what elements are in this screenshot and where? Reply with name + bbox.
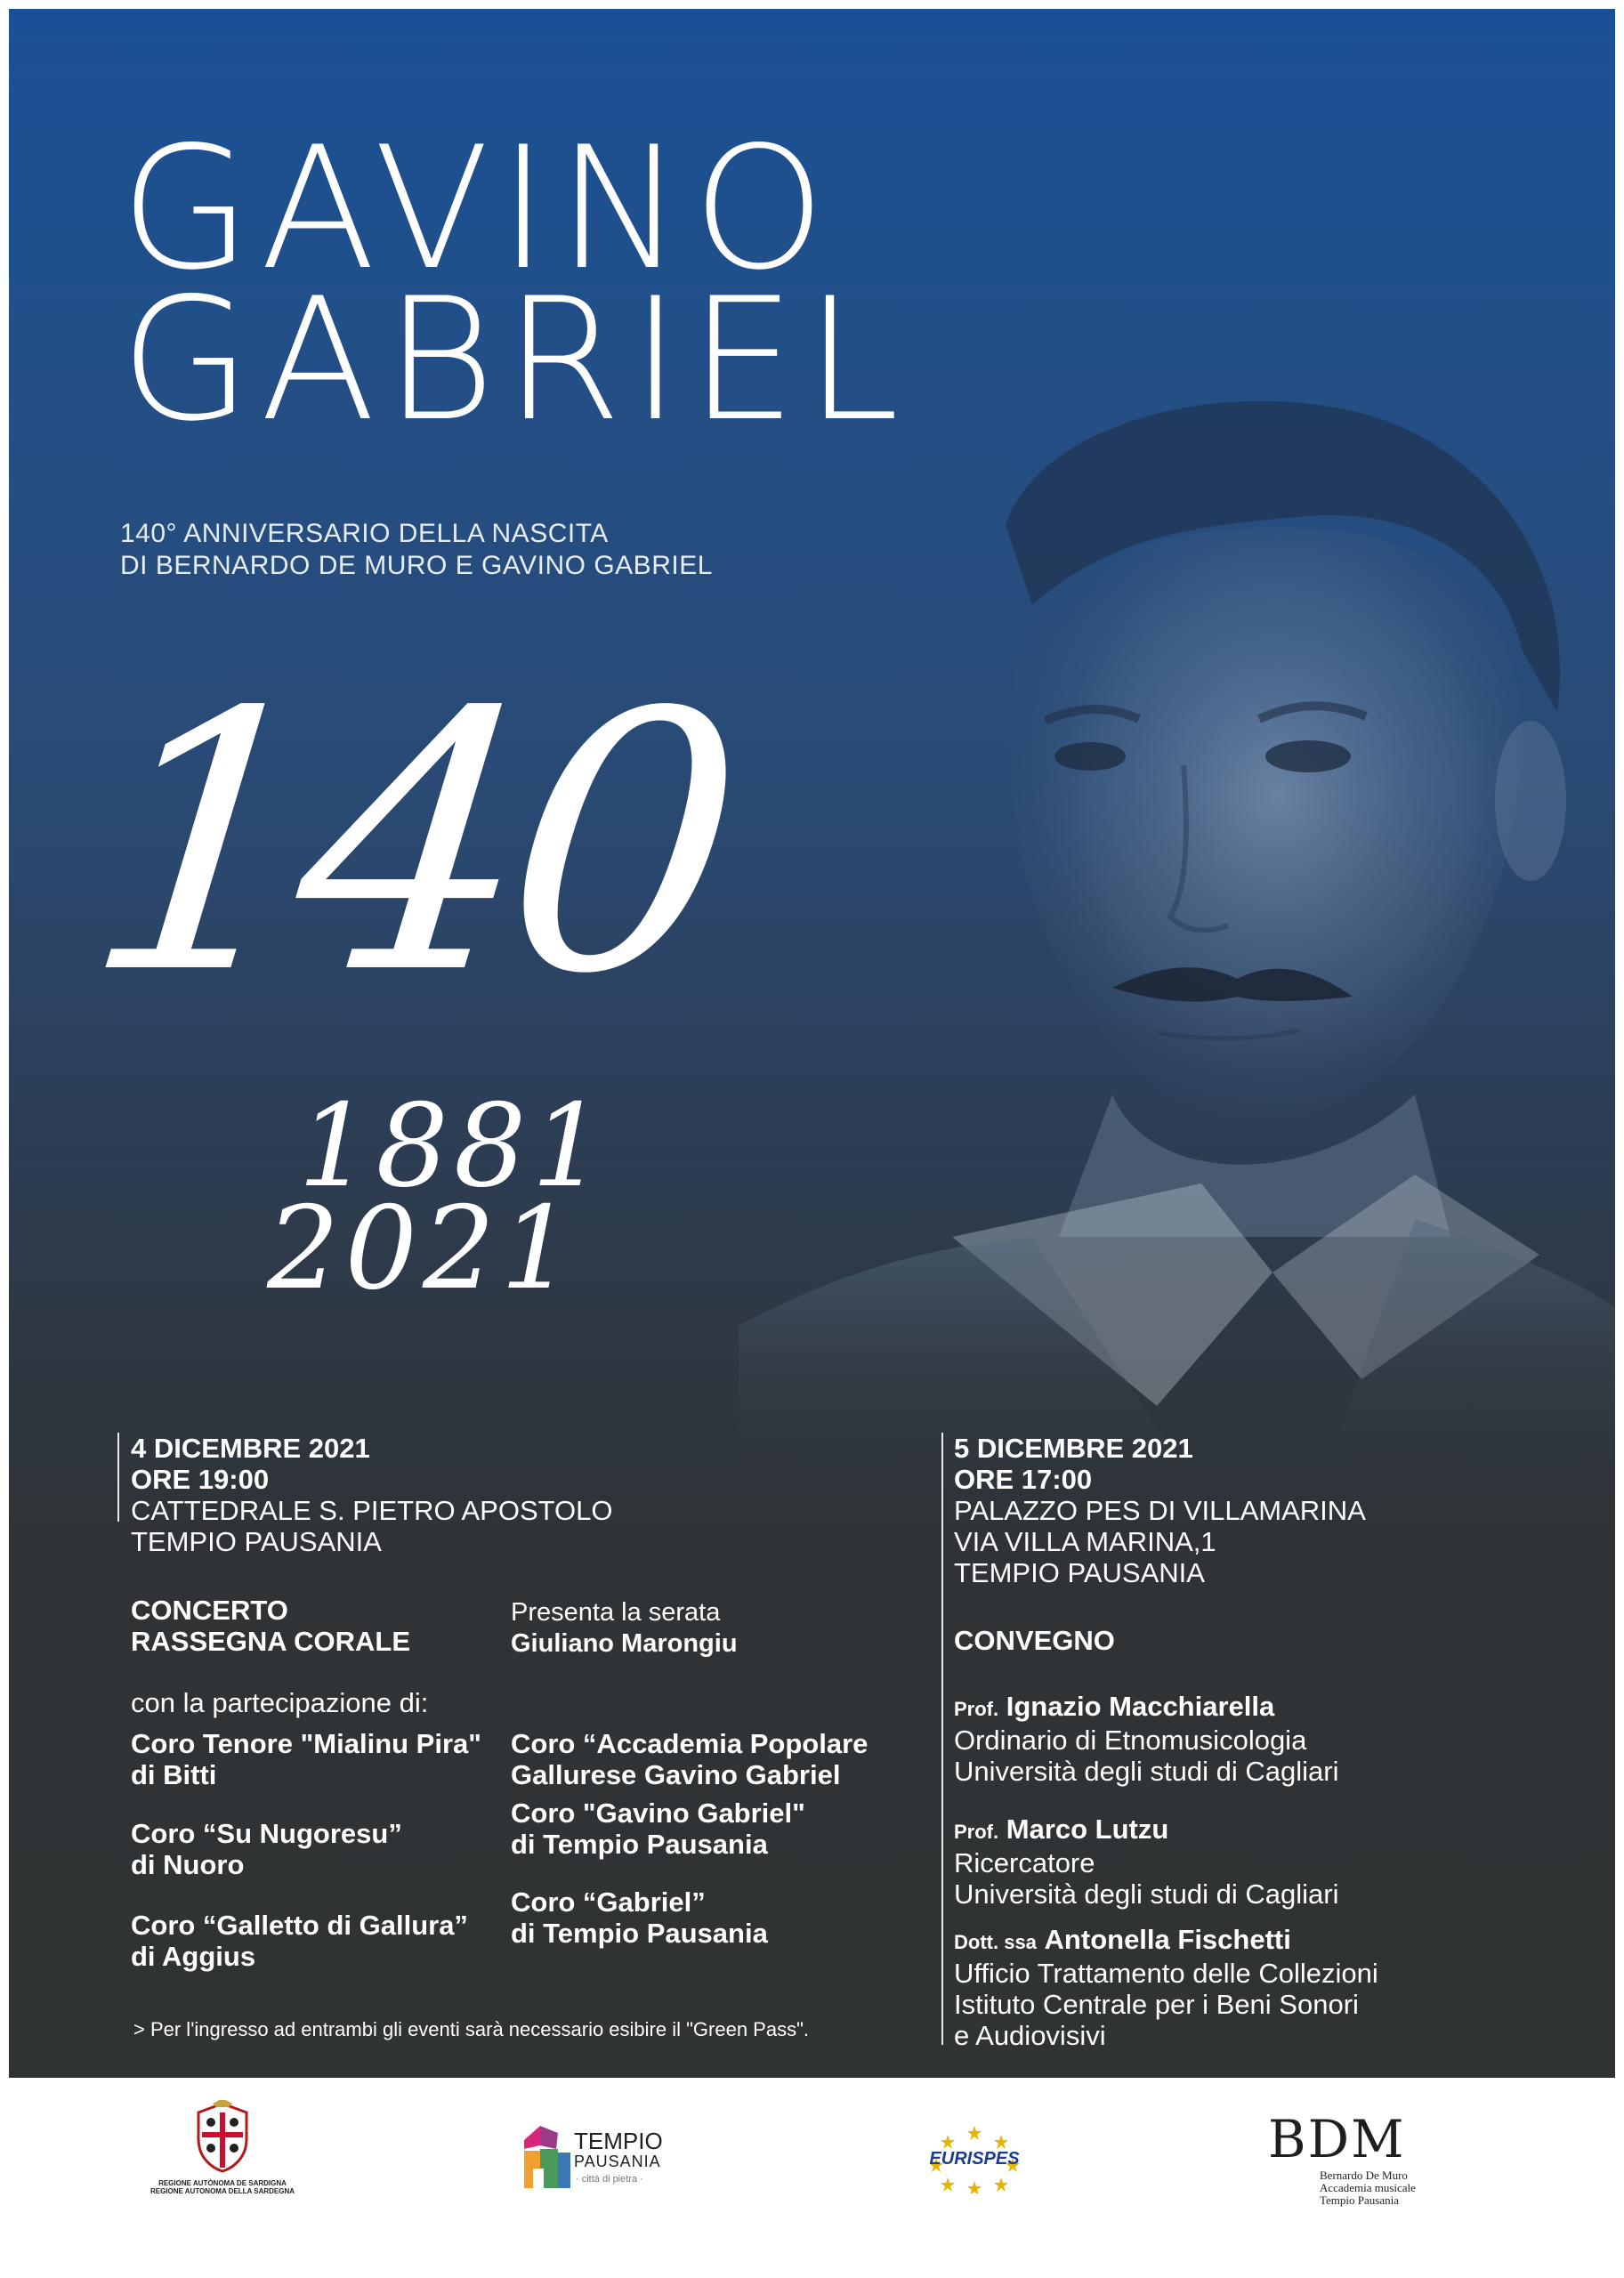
speaker-affiliation: Università degli studi di Cagliari — [954, 1878, 1339, 1910]
event1-type — [131, 1595, 410, 1657]
speaker-affiliation: Università degli studi di Cagliari — [954, 1756, 1339, 1787]
tempio-tagline: · città di pietra · — [576, 2174, 643, 2185]
subtitle-line-2: DI BERNARDO DE MURO E GAVINO GABRIEL — [120, 551, 713, 580]
event2-date: 5 DICEMBRE 2021 — [954, 1433, 1193, 1464]
speaker-name: Marco Lutzu — [1006, 1814, 1169, 1845]
title-line-1: GAVINO — [120, 110, 835, 307]
year-start: 1881 — [298, 1080, 610, 1213]
choir-origin: di Nuoro — [131, 1849, 245, 1880]
participation-label: con la partecipazione di: — [131, 1687, 429, 1718]
subtitle — [120, 518, 713, 582]
logo-tempio-pausania — [521, 2122, 681, 2193]
event1-venue: CATTEDRALE S. PIETRO APOSTOLO — [131, 1495, 613, 1526]
speaker-role: Ufficio Trattamento delle Collezioni — [954, 1958, 1378, 1989]
poster-background — [9, 9, 1615, 2078]
year-end: 2021 — [267, 1183, 578, 1315]
regione-name-italian: REGIONE AUTONOMA DELLA SARDEGNA — [149, 2187, 295, 2195]
bdm-mark: BDM — [1268, 2109, 1406, 2169]
choir-name: Coro “Gabriel” — [511, 1886, 706, 1918]
speaker-1 — [954, 1691, 1338, 1787]
event2-venue: PALAZZO PES DI VILLAMARINA — [954, 1495, 1366, 1526]
bdm-line-1: Bernardo De Muro — [1320, 2169, 1408, 2182]
event1-host — [511, 1597, 738, 1660]
choir-origin: di Bitti — [131, 1759, 217, 1790]
speaker-role: Ricercatore — [954, 1847, 1095, 1878]
tempio-house-icon — [521, 2122, 578, 2192]
event2-time: ORE 17:00 — [954, 1464, 1093, 1495]
bdm-text — [1320, 2169, 1416, 2207]
choir-origin: Gallurese Gavino Gabriel — [511, 1759, 841, 1790]
choir-name: Coro Tenore "Mialinu Pira" — [131, 1728, 481, 1759]
event1-date: 4 DICEMBRE 2021 — [131, 1433, 370, 1464]
bdm-line-2: Accademia musicale — [1320, 2181, 1416, 2194]
event2-city: TEMPIO PAUSANIA — [954, 1557, 1205, 1588]
choir-left-2 — [131, 1818, 402, 1880]
bdm-line-3: Tempio Pausania — [1320, 2193, 1399, 2207]
choir-name: Coro “Su Nugoresu” — [131, 1818, 402, 1849]
speaker-name: Antonella Fischetti — [1044, 1924, 1291, 1955]
speaker-3 — [954, 1924, 1378, 2051]
event1-type-line-2: RASSEGNA CORALE — [131, 1626, 411, 1657]
portrait-photo — [739, 383, 1615, 1495]
choir-right-3 — [511, 1886, 768, 1949]
event1-city: TEMPIO PAUSANIA — [131, 1526, 382, 1557]
eurispes-name: EURISPES — [929, 2149, 1020, 2169]
regione-name-sardinian: REGIONE AUTÒNOMA DE SARDIGNA — [158, 2179, 287, 2187]
green-pass-note: > Per l'ingresso ad entrambi gli eventi sarà necessario esibire il "Green Pass". — [133, 2018, 810, 2040]
anniversary-number: 140 — [71, 638, 741, 1052]
logo-bdm-accademia — [1268, 2109, 1464, 2207]
choir-left-1 — [131, 1728, 481, 1790]
host-label: Presenta la serata — [511, 1598, 721, 1627]
speaker-affiliation-cont: e Audiovisivi — [954, 2020, 1106, 2051]
subtitle-line-1: 140° ANNIVERSARIO DELLA NASCITA — [120, 519, 609, 548]
logo-eurispes — [917, 2122, 1032, 2193]
logo-regione-sardegna — [133, 2100, 311, 2195]
tempio-line-1: TEMPIO — [574, 2128, 663, 2154]
divider-event2 — [941, 1433, 943, 2045]
event1-type-line-1: CONCERTO — [131, 1595, 288, 1626]
event1-time: ORE 19:00 — [131, 1464, 270, 1495]
choir-origin: di Tempio Pausania — [511, 1918, 768, 1949]
divider-event1 — [117, 1433, 119, 1522]
event2-type: CONVEGNO — [954, 1625, 1115, 1656]
choir-origin: di Aggius — [131, 1941, 256, 1972]
choir-origin: di Tempio Pausania — [511, 1829, 768, 1860]
host-name: Giuliano Marongiu — [511, 1629, 738, 1658]
speaker-affiliation: Istituto Centrale per i Beni Sonori — [954, 1989, 1359, 2020]
speaker-role: Ordinario di Etnomusicologia — [954, 1725, 1307, 1756]
choir-name: Coro “Galletto di Gallura” — [131, 1910, 468, 1941]
speaker-title: Dott. ssa — [954, 1931, 1037, 1953]
speaker-2 — [954, 1814, 1338, 1910]
event2-address: VIA VILLA MARINA,1 — [954, 1526, 1216, 1557]
choir-right-2 — [511, 1797, 805, 1860]
speaker-title: Prof. — [954, 1821, 999, 1843]
event1-details — [131, 1433, 613, 1557]
title-line-2: GABRIEL — [120, 262, 909, 458]
choir-right-1 — [511, 1728, 868, 1790]
speaker-title: Prof. — [954, 1698, 999, 1720]
sardinia-coat-of-arms-icon — [191, 2100, 254, 2173]
choir-left-3 — [131, 1910, 468, 1972]
choir-name: Coro “Accademia Popolare — [511, 1728, 869, 1759]
choir-name: Coro "Gavino Gabriel" — [511, 1797, 805, 1829]
event2-details — [954, 1433, 1366, 1588]
tempio-line-2: PAUSANIA — [574, 2153, 661, 2170]
speaker-name: Ignazio Macchiarella — [1006, 1691, 1275, 1722]
